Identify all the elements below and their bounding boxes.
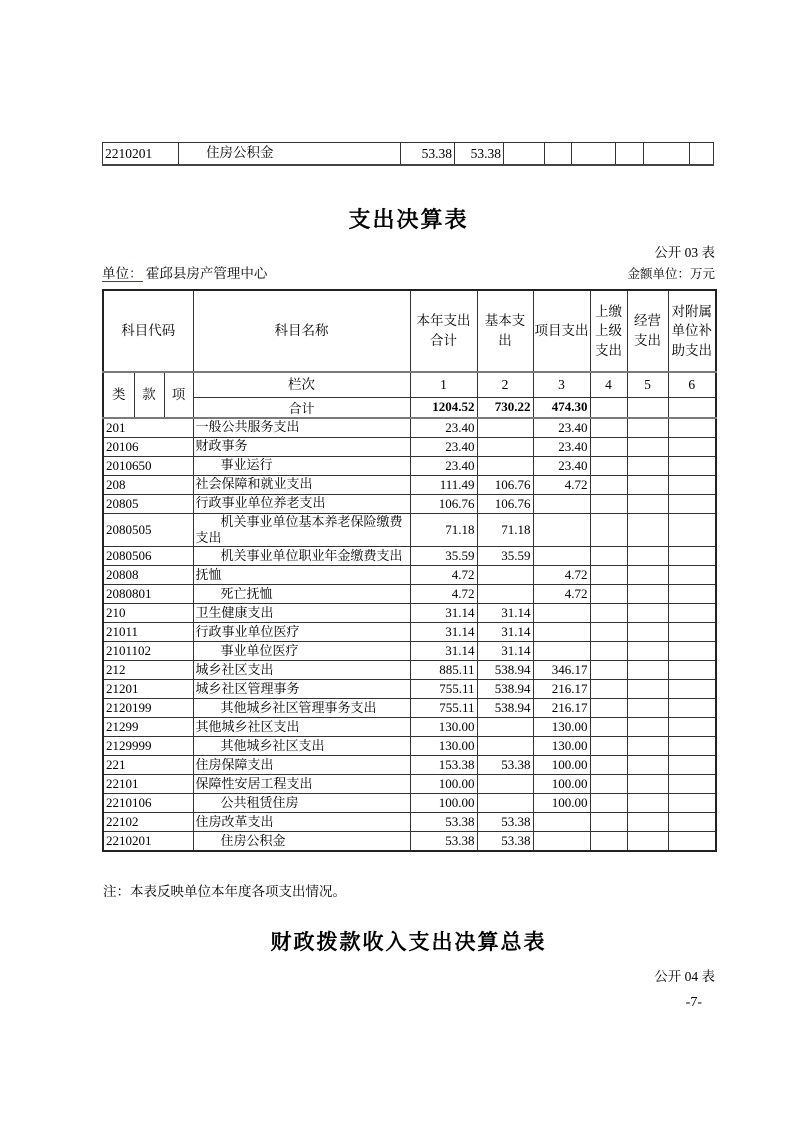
empty-cell (590, 680, 627, 699)
empty-cell (668, 397, 716, 418)
total-expense-cell: 4.72 (410, 566, 477, 585)
basic-expense-cell: 538.94 (477, 661, 533, 680)
empty-cell (627, 418, 668, 438)
table-row (103, 623, 716, 642)
name-cell: 住房保障支出 (193, 756, 410, 775)
code-cell: 221 (103, 756, 193, 775)
table-row (103, 494, 716, 513)
empty-cell (590, 604, 627, 623)
next-table-title: 财政拨款收入支出决算总表 (270, 930, 547, 954)
name-cell: 公共租赁住房 (193, 794, 410, 813)
table-row (103, 604, 716, 623)
name-cell: 其他城乡社区支出 (193, 718, 410, 737)
project-expense-cell: 216.17 (533, 699, 590, 718)
table-row (103, 513, 716, 547)
project-expense-cell: 346.17 (533, 661, 590, 680)
name-cell: 卫生健康支出 (193, 604, 410, 623)
name-cell: 其他城乡社区管理事务支出 (193, 699, 410, 718)
basic-expense-cell (477, 418, 533, 438)
total-expense-cell: 23.40 (410, 437, 477, 456)
previous-table-fragment (102, 142, 714, 166)
total-expense-cell: 4.72 (410, 585, 477, 604)
basic-expense-cell: 31.14 (477, 623, 533, 642)
empty-cell (590, 585, 627, 604)
code-cell: 2101102 (103, 642, 193, 661)
empty-cell (590, 475, 627, 494)
empty-cell (668, 604, 716, 623)
empty-cell (590, 623, 627, 642)
header-basic-expense: 基本支出 (477, 290, 533, 372)
code-cell: 2129999 (103, 737, 193, 756)
code-cell: 21011 (103, 623, 193, 642)
empty-cell (627, 699, 668, 718)
empty-cell (627, 775, 668, 794)
empty-cell (668, 494, 716, 513)
empty-cell (668, 547, 716, 566)
total-row (103, 397, 716, 418)
empty-cell (627, 756, 668, 775)
empty-cell (590, 756, 627, 775)
project-expense-cell (533, 813, 590, 832)
empty-cell (616, 143, 644, 166)
empty-cell (668, 794, 716, 813)
code-cell: 2210201 (103, 143, 179, 166)
basic-expense-cell: 538.94 (477, 699, 533, 718)
project-expense-cell: 130.00 (533, 737, 590, 756)
empty-cell (627, 661, 668, 680)
name-cell: 事业运行 (193, 456, 410, 475)
empty-cell (644, 143, 690, 166)
empty-cell (627, 513, 668, 547)
amount-unit-label: 金额单位：万元 (627, 267, 715, 281)
total-expense-cell: 153.38 (410, 756, 477, 775)
empty-cell (627, 642, 668, 661)
code-cell: 2210106 (103, 794, 193, 813)
empty-cell (668, 437, 716, 456)
empty-cell (590, 661, 627, 680)
unit-label: 单位 (102, 266, 129, 281)
table-row (103, 775, 716, 794)
header-row (103, 290, 716, 372)
basic-expense-cell: 31.14 (477, 642, 533, 661)
name-cell: 财政事务 (193, 437, 410, 456)
expense-table (102, 289, 717, 852)
total-expense-cell: 23.40 (410, 456, 477, 475)
code-cell: 210 (103, 604, 193, 623)
name-cell: 住房改革支出 (193, 813, 410, 832)
total-value-2: 730.22 (477, 397, 533, 418)
basic-expense-cell: 53.38 (477, 756, 533, 775)
basic-expense-cell (477, 456, 533, 475)
empty-cell (590, 397, 627, 418)
header-kuan: 款 (134, 372, 164, 418)
project-expense-cell: 23.40 (533, 456, 590, 475)
basic-expense-cell: 31.14 (477, 604, 533, 623)
code-cell: 22102 (103, 813, 193, 832)
code-cell: 21299 (103, 718, 193, 737)
table-note: 注：本表反映单位本年度各项支出情况。 (103, 884, 346, 899)
empty-cell (627, 794, 668, 813)
basic-expense-cell: 106.76 (477, 475, 533, 494)
empty-cell (668, 475, 716, 494)
empty-cell (668, 456, 716, 475)
empty-cell (627, 437, 668, 456)
empty-cell (668, 718, 716, 737)
empty-cell (572, 143, 616, 166)
total-expense-cell: 755.11 (410, 680, 477, 699)
total-expense-cell: 53.38 (410, 813, 477, 832)
empty-cell (668, 737, 716, 756)
code-cell: 2210201 (103, 832, 193, 852)
empty-cell (668, 418, 716, 438)
empty-cell (668, 680, 716, 699)
name-cell: 城乡社区支出 (193, 661, 410, 680)
empty-cell (668, 832, 716, 852)
table-row (103, 547, 716, 566)
name-cell: 保障性安居工程支出 (193, 775, 410, 794)
empty-cell (590, 642, 627, 661)
empty-cell (668, 566, 716, 585)
project-expense-cell (533, 494, 590, 513)
basic-expense-cell: 53.38 (477, 813, 533, 832)
name-cell: 死亡抚恤 (193, 585, 410, 604)
project-expense-cell: 216.17 (533, 680, 590, 699)
code-cell: 208 (103, 475, 193, 494)
name-cell: 机关事业单位基本养老保险缴费支出 (193, 513, 410, 547)
total-expense-cell: 755.11 (410, 699, 477, 718)
table-row (103, 699, 716, 718)
value-cell: 53.38 (401, 143, 455, 166)
table-row (103, 566, 716, 585)
empty-cell (627, 680, 668, 699)
code-cell: 20808 (103, 566, 193, 585)
name-cell: 住房公积金 (193, 832, 410, 852)
empty-cell (627, 604, 668, 623)
name-cell: 住房公积金 (179, 143, 401, 166)
code-cell: 201 (103, 418, 193, 438)
project-expense-cell (533, 604, 590, 623)
lanci-label: 栏次 (193, 372, 410, 397)
name-cell: 城乡社区管理事务 (193, 680, 410, 699)
empty-cell (668, 642, 716, 661)
table-row (103, 832, 716, 852)
empty-cell (627, 832, 668, 852)
empty-cell (627, 813, 668, 832)
total-expense-cell: 111.49 (410, 475, 477, 494)
empty-cell (590, 718, 627, 737)
table-row (103, 418, 716, 438)
table-row (103, 456, 716, 475)
total-expense-cell: 71.18 (410, 513, 477, 547)
code-cell: 2080505 (103, 513, 193, 547)
project-expense-cell: 23.40 (533, 418, 590, 438)
empty-cell (590, 566, 627, 585)
table-number-label: 公开 03 表 (654, 245, 715, 260)
total-expense-cell: 885.11 (410, 661, 477, 680)
name-cell: 机关事业单位职业年金缴费支出 (193, 547, 410, 566)
name-cell: 一般公共服务支出 (193, 418, 410, 438)
empty-cell (504, 143, 545, 166)
empty-cell (627, 718, 668, 737)
empty-cell (668, 623, 716, 642)
header-name: 科目名称 (193, 290, 410, 372)
project-expense-cell: 100.00 (533, 756, 590, 775)
total-expense-cell: 31.14 (410, 642, 477, 661)
code-cell: 22101 (103, 775, 193, 794)
name-cell: 行政事业单位医疗 (193, 623, 410, 642)
header-total-expense: 本年支出合计 (410, 290, 477, 372)
table-row (103, 794, 716, 813)
empty-cell (627, 494, 668, 513)
header-xiang: 项 (164, 372, 193, 418)
basic-expense-cell: 538.94 (477, 680, 533, 699)
empty-cell (627, 623, 668, 642)
empty-cell (668, 699, 716, 718)
col-num-1: 1 (410, 372, 477, 397)
empty-cell (668, 813, 716, 832)
table-row (103, 661, 716, 680)
project-expense-cell: 4.72 (533, 566, 590, 585)
project-expense-cell (533, 547, 590, 566)
empty-cell (590, 513, 627, 547)
total-expense-cell: 106.76 (410, 494, 477, 513)
table-row (103, 737, 716, 756)
table-row (103, 437, 716, 456)
unit-value: 霍邱县房产管理中心 (145, 266, 268, 281)
header-upper-level: 上缴上级支出 (590, 290, 627, 372)
code-cell: 20805 (103, 494, 193, 513)
code-cell: 20106 (103, 437, 193, 456)
empty-cell (590, 832, 627, 852)
empty-cell (627, 397, 668, 418)
header-subsidy: 对附属单位补助支出 (668, 290, 716, 372)
basic-expense-cell (477, 585, 533, 604)
header-project-expense: 项目支出 (533, 290, 590, 372)
project-expense-cell (533, 623, 590, 642)
unit-colon: ： (129, 266, 143, 281)
col-num-2: 2 (477, 372, 533, 397)
project-expense-cell: 130.00 (533, 718, 590, 737)
empty-cell (590, 699, 627, 718)
basic-expense-cell: 71.18 (477, 513, 533, 547)
basic-expense-cell: 106.76 (477, 494, 533, 513)
project-expense-cell (533, 832, 590, 852)
table-row (103, 813, 716, 832)
total-expense-cell: 100.00 (410, 794, 477, 813)
basic-expense-cell (477, 737, 533, 756)
project-expense-cell (533, 642, 590, 661)
page-number: -7- (685, 995, 702, 1010)
total-expense-cell: 31.14 (410, 604, 477, 623)
basic-expense-cell (477, 718, 533, 737)
empty-cell (627, 737, 668, 756)
empty-cell (590, 418, 627, 438)
table-row (103, 475, 716, 494)
column-index-row (103, 372, 716, 397)
table-row (103, 756, 716, 775)
name-cell: 抚恤 (193, 566, 410, 585)
empty-cell (590, 794, 627, 813)
col-num-5: 5 (627, 372, 668, 397)
basic-expense-cell (477, 437, 533, 456)
name-cell: 社会保障和就业支出 (193, 475, 410, 494)
header-lei: 类 (103, 372, 134, 418)
empty-cell (590, 437, 627, 456)
total-expense-cell: 100.00 (410, 775, 477, 794)
total-expense-cell: 130.00 (410, 737, 477, 756)
empty-cell (545, 143, 572, 166)
project-expense-cell: 4.72 (533, 585, 590, 604)
header-code: 科目代码 (103, 290, 193, 372)
project-expense-cell: 100.00 (533, 775, 590, 794)
total-expense-cell: 130.00 (410, 718, 477, 737)
total-value-1: 1204.52 (410, 397, 477, 418)
empty-cell (627, 585, 668, 604)
empty-cell (590, 456, 627, 475)
name-cell: 其他城乡社区支出 (193, 737, 410, 756)
empty-cell (590, 813, 627, 832)
empty-cell (627, 547, 668, 566)
code-cell: 21201 (103, 680, 193, 699)
next-table-number-label: 公开 04 表 (654, 969, 715, 984)
col-num-4: 4 (590, 372, 627, 397)
project-expense-cell: 4.72 (533, 475, 590, 494)
table-row (103, 143, 714, 166)
total-value-3: 474.30 (533, 397, 590, 418)
project-expense-cell (533, 513, 590, 547)
name-cell: 事业单位医疗 (193, 642, 410, 661)
code-cell: 2080506 (103, 547, 193, 566)
total-label: 合计 (193, 397, 410, 418)
empty-cell (627, 566, 668, 585)
empty-cell (668, 756, 716, 775)
table-row (103, 642, 716, 661)
basic-expense-cell: 53.38 (477, 832, 533, 852)
name-cell: 行政事业单位养老支出 (193, 494, 410, 513)
empty-cell (690, 143, 714, 166)
total-expense-cell: 53.38 (410, 832, 477, 852)
empty-cell (668, 513, 716, 547)
empty-cell (590, 547, 627, 566)
table-row (103, 585, 716, 604)
col-num-6: 6 (668, 372, 716, 397)
basic-expense-cell (477, 775, 533, 794)
code-cell: 2010650 (103, 456, 193, 475)
table-meta-line (102, 262, 715, 282)
empty-cell (668, 585, 716, 604)
basic-expense-cell (477, 794, 533, 813)
empty-cell (590, 494, 627, 513)
total-expense-cell: 35.59 (410, 547, 477, 566)
empty-cell (627, 475, 668, 494)
basic-expense-cell: 35.59 (477, 547, 533, 566)
project-expense-cell: 23.40 (533, 437, 590, 456)
total-expense-cell: 31.14 (410, 623, 477, 642)
header-operating: 经营支出 (627, 290, 668, 372)
unit-name (102, 262, 267, 282)
project-expense-cell: 100.00 (533, 794, 590, 813)
col-num-3: 3 (533, 372, 590, 397)
page-title: 支出决算表 (348, 207, 469, 232)
table-row (103, 718, 716, 737)
table-row (103, 680, 716, 699)
empty-cell (668, 775, 716, 794)
empty-cell (627, 456, 668, 475)
total-expense-cell: 23.40 (410, 418, 477, 438)
code-cell: 2120199 (103, 699, 193, 718)
basic-expense-cell (477, 566, 533, 585)
empty-cell (590, 775, 627, 794)
value-cell: 53.38 (455, 143, 504, 166)
empty-cell (590, 737, 627, 756)
code-cell: 212 (103, 661, 193, 680)
empty-cell (668, 661, 716, 680)
code-cell: 2080801 (103, 585, 193, 604)
